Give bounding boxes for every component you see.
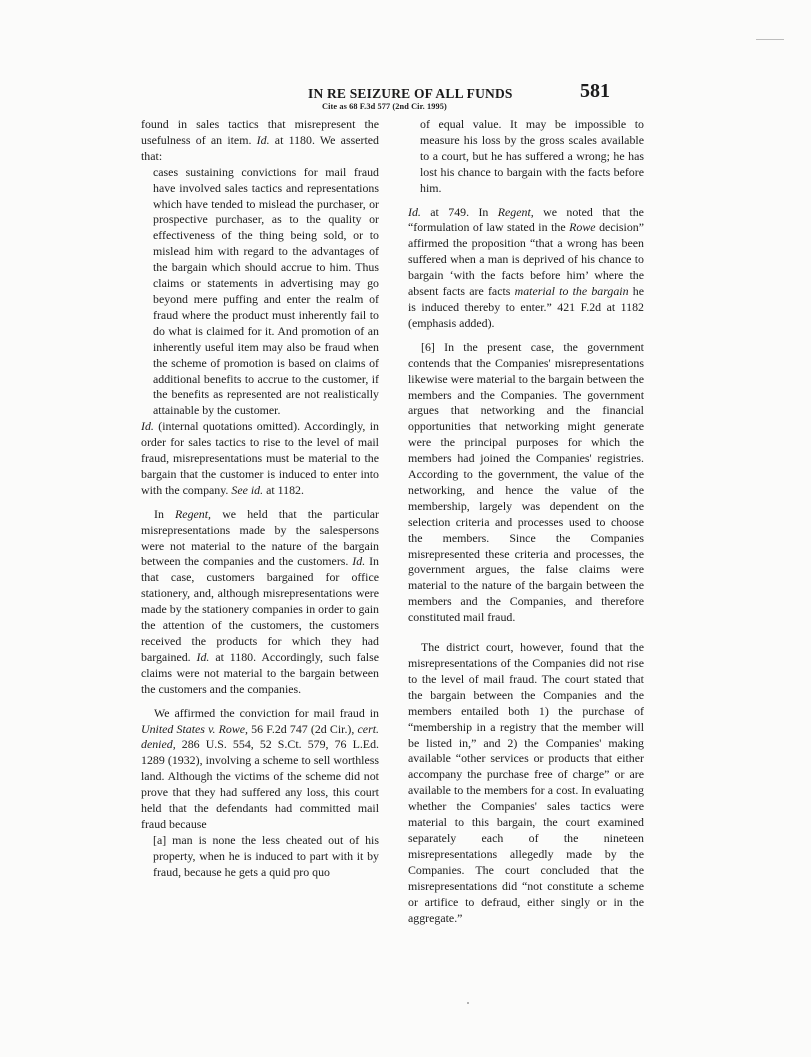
running-head: IN RE SEIZURE OF ALL FUNDS (308, 86, 513, 101)
paragraph: In Regent, we held that the particular misrepresentations made by the salespersons were not material to the nature of the bargain between the companies and the customers. Id. In that case, customers bargained for office stationery, and, although misrepresentations were made by the stationery companies in order to gain the attention of the customers, the customers received the products for which they had bargained. Id. at 1180. Accordingly, such false claims were not material to the bargain between the customers and the companies. (141, 506, 379, 696)
scan-mark (756, 39, 784, 40)
block-quote-continued: of equal value. It may be impossible to measure his loss by the gross scales available to a court, but he has suffered a wrong; he has lost his chance to bargain with the facts before him. (420, 117, 644, 195)
paragraph: Id. at 749. In Regent, we noted that the “formulation of law stated in the Rowe decision” affirmed the proposition “that a wrong has been suffered when a man is deprived of his chance to bargain ‘with the facts before him’ where the absent facts are facts material to the bargain he is induced thereby to enter.” 421 F.2d at 1182 (emphasis added). (408, 204, 645, 330)
paragraph: The district court, however, found that the misrepresentations of the Companies did not rise to the level of mail fraud. The court stated that the bargain between the Companies and the members entailed both 1) the purchase of “membership in a registry that the member will be listed in,” and 2) the Companies' making available “other services or products that either accompany the purchase free of charge” or are available to the members for a cost. In evaluating whether the Companies' sales tactics were material to this bargain, the court examined separately each of the nineteen misrepresentations allegedly made by the Companies. The court concluded that the misrepresentations did “not constitute a scheme or artifice to defraud, either singly or in the aggregate.” (408, 640, 644, 925)
block-quote: [a] man is none the less cheated out of his property, when he is induced to part with it by fraud, because he gets a quid pro quo (153, 832, 379, 879)
block-quote: cases sustaining convictions for mail fraud have involved sales tactics and representations which have tended to mislead the purchaser, or prospective purchaser, as to the quality or effectiveness of the thing being sold, or to mislead him with regard to the advantages of the bargain which should accrue to him. Thus claims or statements in advertising may go beyond mere puffing and enter the realm of fraud where the product must inherently fail to do what is claimed for it. And promotion of an inherently useful item may also be fraud when the scheme of promotion is based on claims of additional benefits to accrue to the customer, if the benefits as represented are not realistically attainable by the customer. (153, 164, 379, 418)
scan-speck (467, 1002, 469, 1004)
paragraph: Id. (internal quotations omitted). Accordingly, in order for sales tactics to rise to the level of mail fraud, misrepresentations must be material to the bargain that the customer is induced to enter into with the company. See id. at 1182. (141, 419, 379, 497)
paragraph: We affirmed the conviction for mail fraud in United States v. Rowe, 56 F.2d 747 (2d Cir.), cert. denied, 286 U.S. 554, 52 S.Ct. 579, 76 L.Ed. 1289 (1932), involving a scheme to sell worthless land. Although the victims of the scheme did not prove that they had suffered any loss, this court held that the defendants had committed mail fraud because (141, 705, 379, 831)
right-column (408, 117, 644, 926)
paragraph: [6] In the present case, the government contends that the Companies' misrepresentations likewise were material to the bargain between the members and the Companies. The government argues that networking and the financial opportunities that networking might generate were the principal purposes for which the members had joined the Companies' registries. According to the government, the value of the networking, and hence the value of the membership, largely was dependent on the selection criteria and processes used to choose the members. Since the Companies misrepresented these criteria and processes, the government argues, the false claims were material to the nature of the bargain between the members and the Companies, and therefore constituted mail fraud. (408, 339, 644, 625)
citation-line: Cite as 68 F.3d 577 (2nd Cir. 1995) (322, 102, 447, 111)
left-column (141, 117, 379, 881)
paragraph: found in sales tactics that misrepresent the usefulness of an item. Id. at 1180. We asserted that: (141, 117, 379, 163)
page-number: 581 (580, 80, 610, 102)
